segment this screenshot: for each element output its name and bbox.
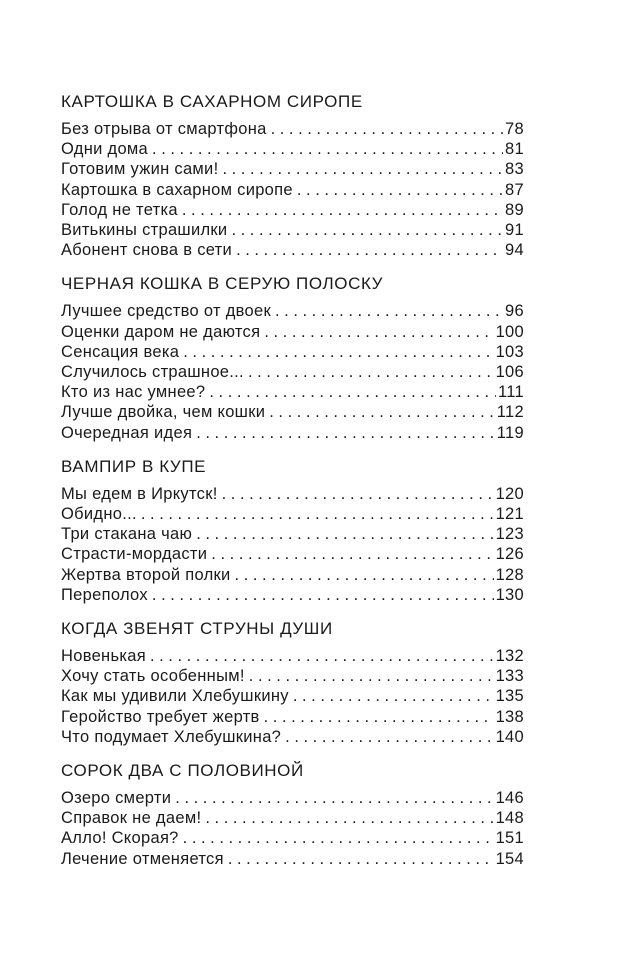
page-number: 148 [495, 809, 524, 828]
chapter-title: Обидно... [61, 505, 137, 524]
toc-section [61, 273, 524, 442]
toc-entry[interactable] [61, 524, 524, 544]
page-number: 81 [505, 140, 524, 159]
toc-entry[interactable] [61, 646, 524, 666]
toc-entry[interactable] [61, 200, 524, 220]
page-number: 120 [495, 484, 524, 503]
dot-leader [209, 382, 496, 402]
page-number: 126 [495, 545, 524, 564]
chapter-title: Страсти-мордасти [61, 545, 208, 564]
dot-leader [248, 362, 494, 382]
toc-entry[interactable] [61, 362, 524, 382]
page-number: 132 [495, 647, 524, 666]
dot-leader [271, 119, 503, 139]
dot-leader [236, 240, 503, 260]
dot-leader [228, 849, 494, 869]
page-number: 103 [495, 342, 524, 361]
page-number: 123 [495, 525, 524, 544]
page-number: 91 [505, 221, 524, 240]
toc-section [61, 618, 524, 747]
toc-entry[interactable] [61, 139, 524, 159]
toc-entry[interactable] [61, 707, 524, 727]
page-number: 121 [495, 505, 524, 524]
toc-section [61, 760, 524, 869]
chapter-title: Лучшее средство от двоек [61, 302, 271, 321]
toc-entry[interactable] [61, 585, 524, 605]
toc-entry[interactable] [61, 423, 524, 443]
page-number: 119 [496, 423, 524, 442]
toc-entry[interactable] [61, 727, 524, 747]
page-number: 100 [495, 322, 524, 341]
dot-leader [293, 686, 494, 706]
dot-leader [141, 504, 494, 524]
chapter-title: Витькины страшилки [61, 221, 228, 240]
toc-section [61, 456, 524, 605]
page-number: 151 [495, 829, 524, 848]
dot-leader [264, 707, 494, 727]
dot-leader [211, 544, 493, 564]
chapter-title: Абонент снова в сети [61, 241, 233, 260]
chapter-title: Кто из нас умнее? [61, 383, 206, 402]
dot-leader [183, 828, 494, 848]
toc-entry[interactable] [61, 240, 524, 260]
toc-entry[interactable] [61, 180, 524, 200]
toc-entry[interactable] [61, 119, 524, 139]
page-number: 154 [495, 849, 524, 868]
page-number: 112 [496, 403, 524, 422]
toc-entry[interactable] [61, 788, 524, 808]
chapter-title: Одни дома [61, 140, 149, 159]
chapter-title: Геройство требует жертв [61, 707, 260, 726]
chapter-title: Сенсация века [61, 342, 180, 361]
chapter-title: Хочу стать особенным! [61, 667, 245, 686]
chapter-title: Алло! Скорая? [61, 829, 179, 848]
toc-entry[interactable] [61, 402, 524, 422]
dot-leader [249, 666, 494, 686]
dot-leader [222, 484, 494, 504]
dot-leader [175, 788, 493, 808]
toc-entry[interactable] [61, 484, 524, 504]
chapter-title: Что подумает Хлебушкина? [61, 727, 282, 746]
toc-entry[interactable] [61, 220, 524, 240]
page-number: 111 [498, 383, 524, 402]
chapter-title: Новенькая [61, 647, 146, 666]
page-number: 106 [495, 363, 524, 382]
toc-entry[interactable] [61, 382, 524, 402]
chapter-title: Жертва второй полки [61, 565, 231, 584]
dot-leader [285, 727, 493, 747]
dot-leader [183, 342, 493, 362]
chapter-title: Готовим ужин сами! [61, 160, 219, 179]
section-title: СОРОК ДВА С ПОЛОВИНОЙ [61, 761, 304, 781]
section-title: КАРТОШКА В САХАРНОМ СИРОПЕ [61, 92, 363, 111]
page-number: 96 [505, 302, 524, 321]
section-title: ВАМПИР В КУПЕ [61, 456, 207, 476]
toc-entry[interactable] [61, 301, 524, 321]
page-number: 128 [495, 565, 524, 584]
chapter-title: Лучше двойка, чем кошки [61, 403, 266, 422]
page-number: 83 [505, 160, 524, 179]
chapter-title: Без отрыва от смартфона [61, 120, 267, 138]
toc-entry[interactable] [61, 504, 524, 524]
page-number: 146 [495, 789, 524, 808]
toc-entry[interactable] [61, 342, 524, 362]
toc-entry[interactable] [61, 544, 524, 564]
section-title: ЧЕРНАЯ КОШКА В СЕРУЮ ПОЛОСКУ [61, 274, 384, 294]
chapter-title: Озеро смерти [61, 789, 172, 808]
page-number: 135 [495, 687, 524, 706]
chapter-title: Как мы удивили Хлебушкину [61, 687, 289, 706]
page-number: 133 [495, 667, 524, 686]
dot-leader [297, 180, 503, 200]
toc-entry[interactable] [61, 159, 524, 179]
chapter-title: Очередная идея [61, 423, 193, 442]
dot-leader [269, 402, 495, 422]
chapter-title: Случилось страшное... [61, 363, 244, 382]
chapter-title: Три стакана чаю [61, 525, 193, 544]
page-number: 138 [495, 707, 524, 726]
page-number: 130 [495, 585, 524, 604]
table-of-contents [61, 91, 524, 882]
chapter-title: Переполох [61, 585, 148, 604]
toc-entry[interactable] [61, 565, 524, 585]
toc-entry[interactable] [61, 828, 524, 848]
section-title: КОГДА ЗВЕНЯТ СТРУНЫ ДУШИ [61, 619, 333, 639]
toc-entry[interactable] [61, 686, 524, 706]
dot-leader [231, 220, 503, 240]
page-number: 78 [505, 120, 524, 138]
dot-leader [205, 808, 493, 828]
dot-leader [152, 585, 494, 605]
chapter-title: Оценки даром не даются [61, 322, 261, 341]
chapter-title: Справок не даем! [61, 809, 202, 828]
dot-leader [275, 301, 503, 321]
dot-leader [196, 423, 495, 443]
toc-entry[interactable] [61, 808, 524, 828]
dot-leader [264, 322, 493, 342]
chapter-title: Голод не тетка [61, 200, 178, 219]
page-number: 89 [505, 200, 524, 219]
toc-section [61, 91, 524, 260]
page-number: 87 [505, 180, 524, 199]
dot-leader [222, 159, 503, 179]
toc-entry[interactable] [61, 322, 524, 342]
dot-leader [152, 139, 503, 159]
chapter-title: Лечение отменяется [61, 849, 224, 868]
dot-leader [150, 646, 494, 666]
page-number: 140 [495, 727, 524, 746]
toc-entry[interactable] [61, 666, 524, 686]
page-number: 94 [505, 241, 524, 260]
dot-leader [235, 565, 494, 585]
dot-leader [182, 200, 503, 220]
dot-leader [196, 524, 493, 544]
toc-entry[interactable] [61, 849, 524, 869]
chapter-title: Мы едем в Иркутск! [61, 484, 218, 503]
chapter-title: Картошка в сахарном сиропе [61, 180, 293, 199]
